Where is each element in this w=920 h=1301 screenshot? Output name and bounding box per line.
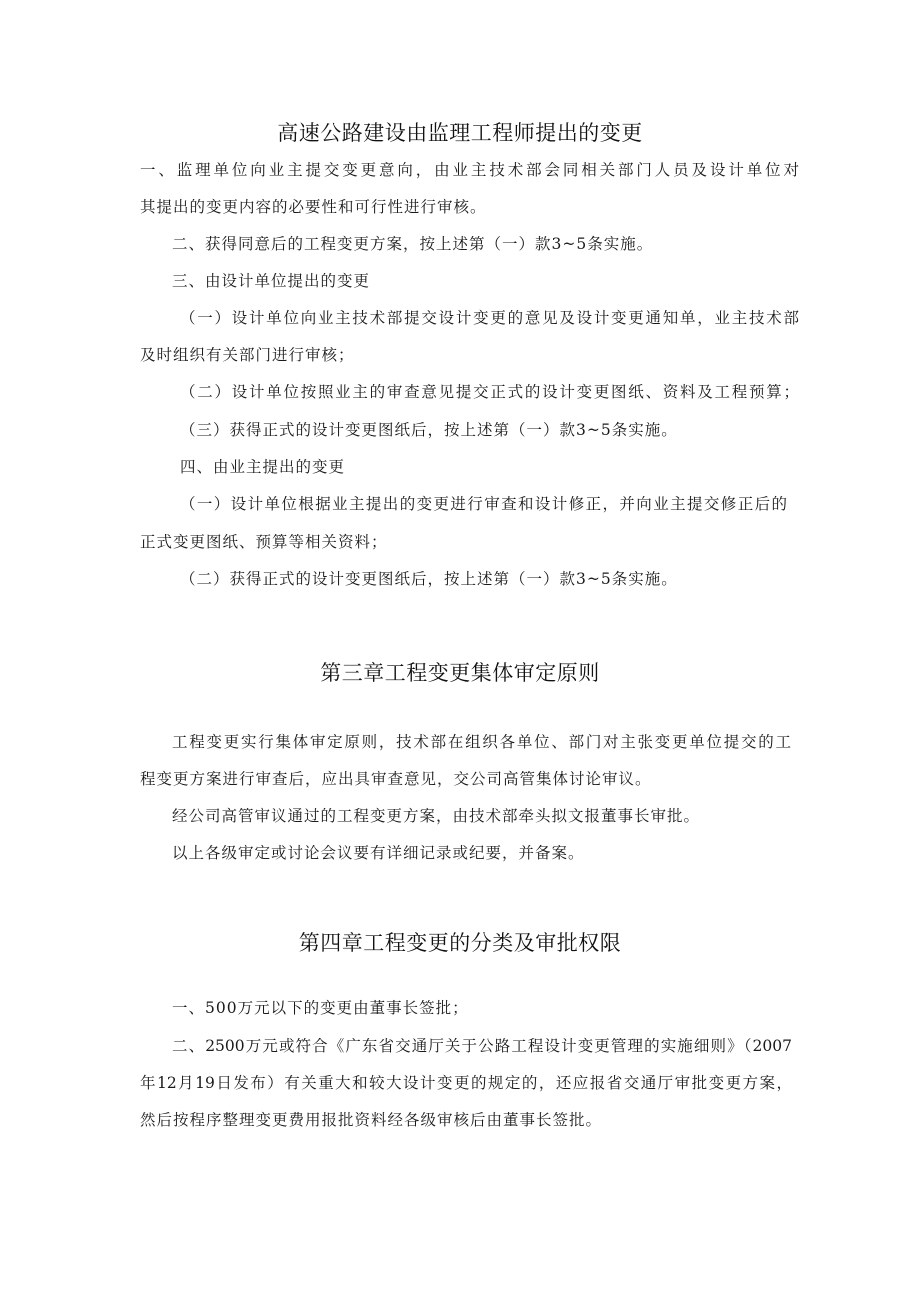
chapter-three-paragraph-1-line-2: 程变更方案进行审查后，应出具审查意见，交公司高管集体讨论审议。 [140, 770, 652, 788]
paragraph-9: （二）获得正式的设计变更图纸后，按上述第（一）款3~5条实施。 [180, 570, 678, 588]
section-title-supervisor-changes: 高速公路建设由监理工程师提出的变更 [277, 121, 643, 145]
paragraph-6: （三）获得正式的设计变更图纸后，按上述第（一）款3~5条实施。 [180, 421, 678, 439]
chapter-four-title: 第四章工程变更的分类及审批权限 [298, 931, 622, 955]
paragraph-3-heading: 三、由设计单位提出的变更 [172, 272, 371, 290]
paragraph-8-line-2: 正式变更图纸、预算等相关资料； [140, 533, 388, 551]
chapter-four-paragraph-1: 一、500万元以下的变更由董事长签批； [172, 999, 469, 1017]
chapter-four-paragraph-2-line-2: 年12月19日发布）有关重大和较大设计变更的规定的，还应报省交通厅审批变更方案， [140, 1074, 792, 1092]
paragraph-5: （二）设计单位按照业主的审查意见提交正式的设计变更图纸、资料及工程预算； [180, 383, 800, 401]
chapter-three-paragraph-3: 以上各级审定或讨论会议要有详细记录或纪要，并备案。 [172, 844, 585, 862]
paragraph-1-line-1: 一、监理单位向业主提交变更意向，由业主技术部会同相关部门人员及设计单位对 [140, 161, 800, 179]
paragraph-4-line-1: （一）设计单位向业主技术部提交设计变更的意见及设计变更通知单，业主技术部 [180, 309, 800, 327]
chapter-four-paragraph-2-line-1: 二、2500万元或符合《广东省交通厅关于公路工程设计变更管理的实施细则》（2007 [172, 1037, 792, 1055]
chapter-three-title: 第三章工程变更集体审定原则 [320, 661, 600, 685]
chapter-three-paragraph-1-line-1: 工程变更实行集体审定原则，技术部在组织各单位、部门对主张变更单位提交的工 [172, 733, 792, 751]
paragraph-1-line-2: 其提出的变更内容的必要性和可行性进行审核。 [140, 198, 487, 216]
chapter-four-paragraph-2-line-3: 然后按程序整理变更费用报批资料经各级审核后由董事长签批。 [140, 1111, 603, 1129]
paragraph-4-line-2: 及时组织有关部门进行审核； [140, 346, 355, 364]
chapter-three-paragraph-2: 经公司高管审议通过的工程变更方案，由技术部牵头拟文报董事长审批。 [172, 807, 701, 825]
paragraph-2: 二、获得同意后的工程变更方案，按上述第（一）款3~5条实施。 [172, 235, 654, 253]
paragraph-8-line-1: （一）设计单位根据业主提出的变更进行审查和设计修正，并向业主提交修正后的 [180, 495, 788, 513]
paragraph-7-heading: 四、由业主提出的变更 [180, 458, 346, 476]
